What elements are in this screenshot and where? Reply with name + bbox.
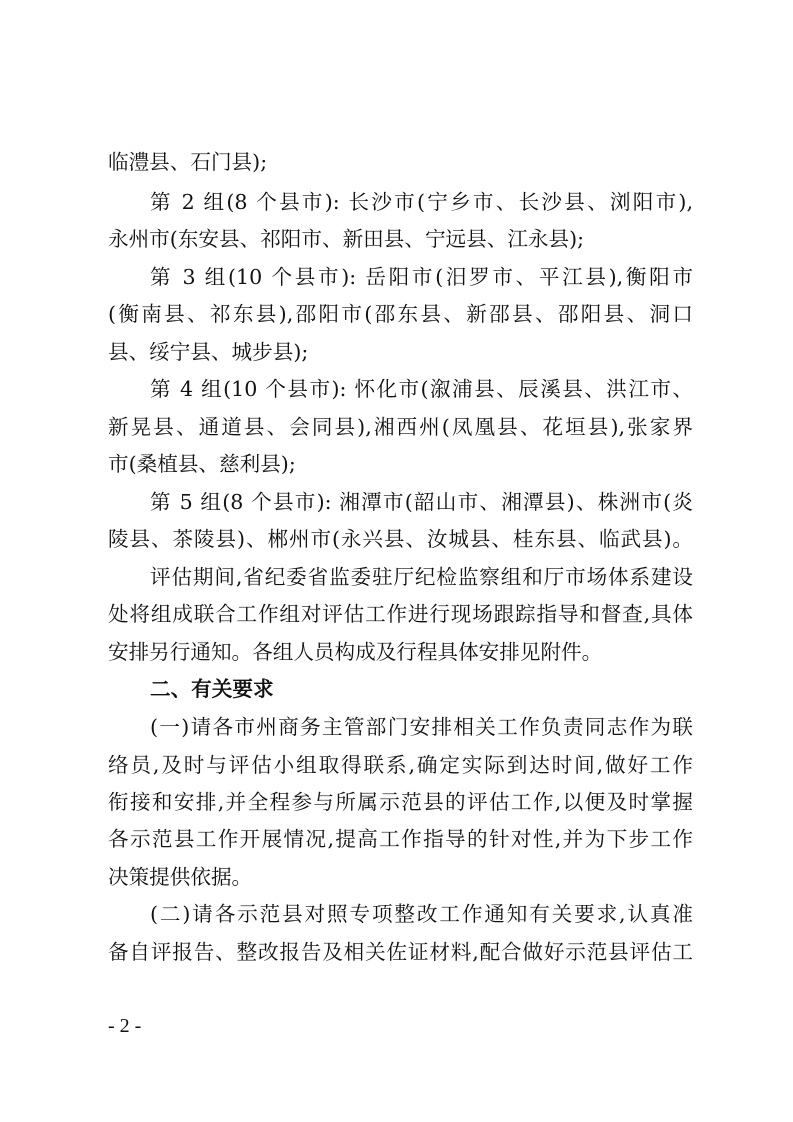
text-line: (一)请各市州商务主管部门安排相关工作负责同志作为联 <box>150 715 693 739</box>
text-line: 第 3 组(10 个县市): 岳阳市(汨罗市、平江县),衡阳市 <box>150 265 693 289</box>
text-line: (衡南县、祁东县),邵阳市(邵东县、新邵县、邵阳县、洞口 <box>108 302 693 326</box>
text-line: 衔接和安排,并全程参与所属示范县的评估工作,以便及时掌握 <box>108 790 693 814</box>
page-number: - 2 - <box>108 1015 142 1037</box>
section-heading: 二、有关要求 <box>150 677 274 701</box>
text-line: 决策提供依据。 <box>108 865 253 889</box>
text-line: 永州市(东安县、祁阳市、新田县、宁远县、江永县); <box>108 227 585 251</box>
text-line: 评估期间,省纪委省监委驻厅纪检监察组和厅市场体系建设 <box>150 565 693 589</box>
text-line: 县、绥宁县、城步县); <box>108 340 309 364</box>
text-line: 络员,及时与评估小组取得联系,确定实际到达时间,做好工作 <box>108 753 693 777</box>
text-line: 第 4 组(10 个县市): 怀化市(溆浦县、辰溪县、洪江市、 <box>150 377 693 401</box>
text-line: 第 2 组(8 个县市): 长沙市(宁乡市、长沙县、浏阳市), <box>150 190 693 214</box>
text-line: 新晃县、通道县、会同县),湘西州(凤凰县、花垣县),张家界 <box>108 415 693 439</box>
text-line: (二)请各示范县对照专项整改工作通知有关要求,认真准 <box>150 902 693 926</box>
text-line: 各示范县工作开展情况,提高工作指导的针对性,并为下步工作 <box>108 827 693 851</box>
text-line: 处将组成联合工作组对评估工作进行现场跟踪指导和督查,具体 <box>108 602 693 626</box>
text-line: 第 5 组(8 个县市): 湘潭市(韶山市、湘潭县)、株洲市(炎 <box>150 490 693 514</box>
text-line: 陵县、茶陵县)、郴州市(永兴县、汝城县、桂东县、临武县)。 <box>108 527 693 551</box>
text-line: 临澧县、石门县); <box>108 150 268 174</box>
text-line: 市(桑植县、慈利县); <box>108 452 296 476</box>
text-line: 备自评报告、整改报告及相关佐证材料,配合做好示范县评估工 <box>108 940 693 964</box>
text-line: 安排另行通知。各组人员构成及行程具体安排见附件。 <box>108 640 603 664</box>
